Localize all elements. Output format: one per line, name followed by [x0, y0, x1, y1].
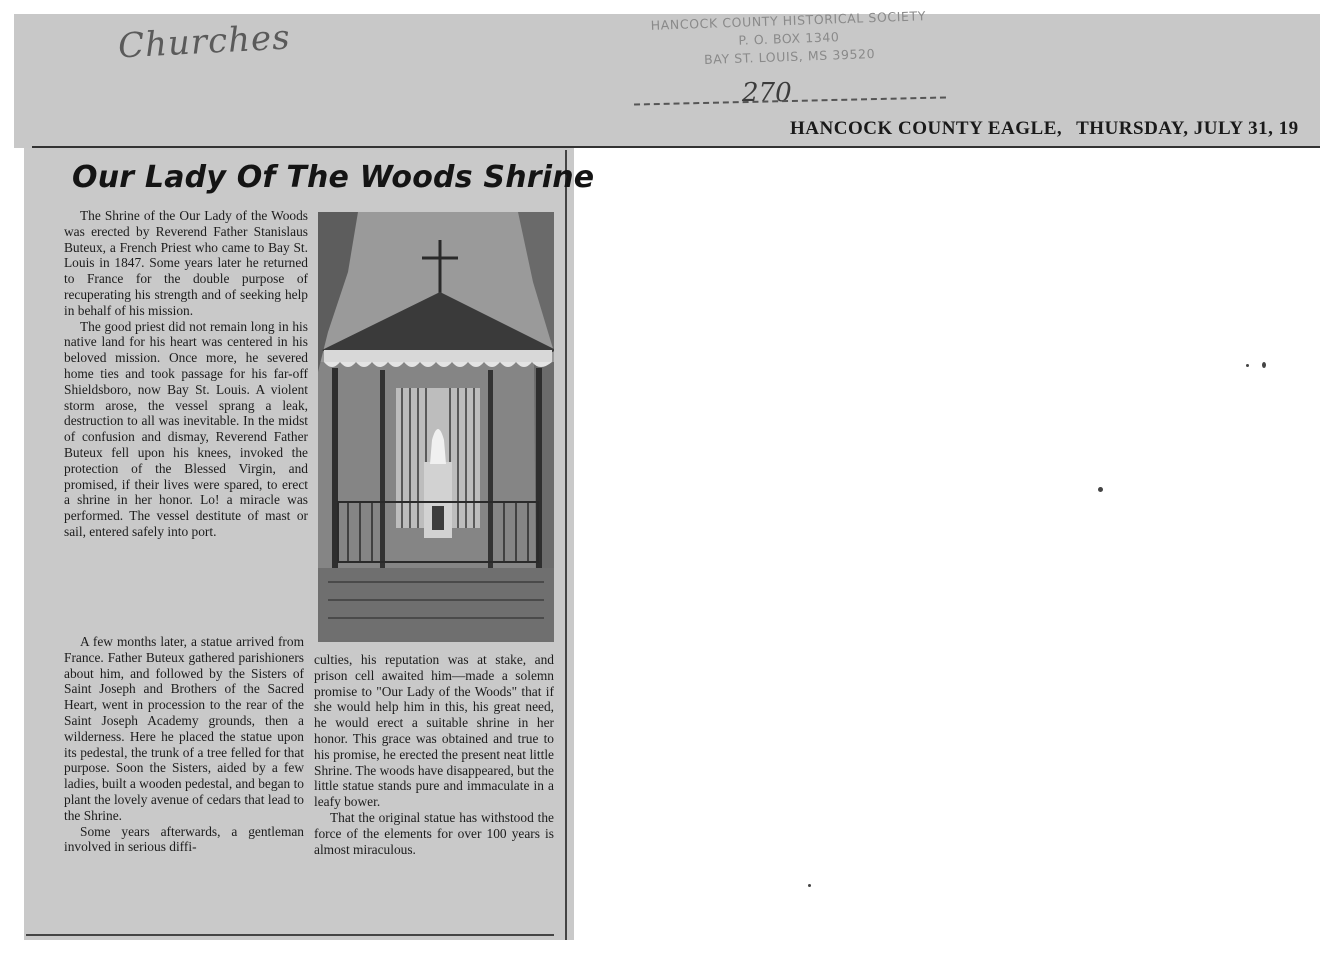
shrine-photo	[318, 212, 554, 642]
scan-speck	[1246, 364, 1249, 367]
masthead-rule	[32, 146, 1320, 148]
article-paragraph: The good priest did not remain long in his native land for his heart was centered in his beloved mission. Once more, he severed home ties and took passage for his far-off Shieldsboro, now Bay St. Louis. A violent storm arose, the vessel sprang a leak, destruction to all was inevitable. In the midst of confusion and dismay, Reverend Father Buteux fell upon his knees, invoked the protection of the Blessed Virgin, and promised, if their lives were spared, to erect a shrine in her honor. Lo! a miracle was performed. The vessel destitute of mast or sail, entered safely into port.	[64, 318, 308, 539]
article-paragraph: The Shrine of the Our Lady of the Woods was erected by Reverend Father Stanislaus Buteux, a French Priest who came to Bay St. Louis in 1847. Some years later he returned to France for the double purpose of recuperating his strength and of seeking help in behalf of his mission.	[64, 208, 308, 318]
article-paragraph: Some years afterwards, a gentleman involved in serious diffi-	[64, 823, 304, 855]
article-headline: Our Lady Of The Woods Shrine	[72, 160, 595, 195]
stamp-line: P. O. BOX 1340	[738, 29, 840, 48]
accession-number: 270	[742, 78, 792, 108]
paper-name: HANCOCK COUNTY EAGLE,	[790, 118, 1063, 139]
article-column-left-top	[64, 208, 308, 540]
article-paragraph: A few months later, a statue arrived from France. Father Buteux gathered parishioners about him, and followed by the Sisters of Saint Joseph and Brothers of the Sacred Heart, went in procession to the rear of the Saint Joseph Academy grounds, then a wilderness. Here he placed the statue upon its pedestal, the trunk of a tree felled for that purpose. Soon the Sisters, aided by a few ladies, built a wooden pedestal, and began to plant the lovely avenue of cedars that lead to the Shrine.	[64, 634, 304, 823]
bottom-rule	[26, 934, 554, 936]
scan-speck	[1098, 487, 1103, 492]
newspaper-masthead	[790, 118, 1299, 140]
historical-society-stamp	[623, 6, 955, 71]
column-rule	[565, 150, 567, 940]
article-column-right	[314, 652, 554, 857]
handwritten-category-note: Churches	[117, 17, 292, 67]
shrine-photo-image	[318, 212, 554, 642]
publication-date: THURSDAY, JULY 31, 19	[1076, 118, 1299, 139]
stamp-line: HANCOCK COUNTY HISTORICAL SOCIETY	[650, 8, 927, 33]
scan-speck	[808, 884, 811, 887]
article-column-left-bottom	[64, 634, 304, 855]
stamp-line: BAY ST. LOUIS, MS 39520	[703, 46, 876, 67]
article-paragraph: culties, his reputation was at stake, and prison cell awaited him—made a solemn promise to "Our Lady of the Woods" that if she would help him in this, his great need, he would erect a suitable shrine in her honor. This grace was obtained and true to his promise, he erected the present neat little Shrine. The woods have disappeared, but the little statue stands pure and immaculate in a leafy bower.	[314, 652, 554, 810]
scan-speck	[1262, 362, 1266, 368]
article-paragraph: That the original statue has withstood the force of the elements for over 100 years is almost miraculous.	[314, 809, 554, 857]
